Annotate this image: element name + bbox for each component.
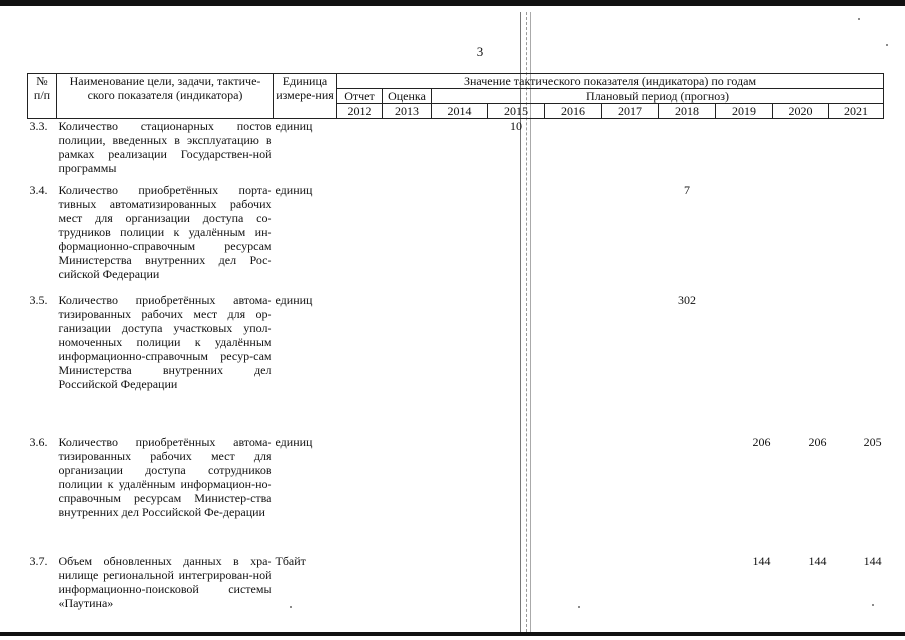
row-value: 10	[510, 119, 522, 133]
row-value	[337, 554, 383, 614]
row-value	[773, 119, 829, 183]
row-value: 144	[863, 553, 882, 568]
row-value	[488, 554, 545, 614]
row-value	[545, 435, 602, 554]
row-name: Количество приобретённых автома-тизированных рабочих мест для организации доступа сотрудников полиции к удалённым информацион-но-справочным ресурсам Министер-ства внутренних дел Российской Фе-дерации	[58, 434, 272, 519]
row-value	[545, 293, 602, 435]
header-year: 2016	[545, 104, 602, 119]
row-value	[488, 183, 545, 293]
table-row	[28, 119, 884, 183]
row-value	[545, 554, 602, 614]
header-year: 2017	[602, 104, 659, 119]
scan-top-edge	[0, 0, 905, 6]
row-value	[337, 293, 383, 435]
row-name: Количество приобретённых автома-тизированных рабочих мест для ор-ганизации доступа участковых упол-номоченных полиции к удалённым информационно-справочным ресур-сам Министерства внутренних дел Российской Федерации	[58, 292, 272, 391]
row-num: 3.5.	[29, 292, 48, 307]
header-name: Наименование цели, задачи, тактиче-ского показателя (индикатора)	[57, 74, 274, 119]
header-report: Отчет	[337, 89, 383, 104]
row-value	[337, 119, 383, 183]
header-year: 2015	[488, 104, 545, 119]
row-value	[773, 293, 829, 435]
header-year: 2018	[659, 104, 716, 119]
row-value	[337, 183, 383, 293]
row-value	[659, 435, 716, 554]
row-value	[659, 119, 716, 183]
row-num: 3.4.	[29, 182, 48, 197]
header-values-group: Значение тактического показателя (индикатора) по годам	[337, 74, 884, 89]
row-value: 302	[678, 292, 696, 307]
row-num: 3.3.	[29, 119, 48, 133]
row-value: 7	[684, 182, 690, 197]
row-value: 206	[808, 434, 827, 449]
row-name: Количество стационарных постов полиции, введенных в эксплуатацию в рамках реализации Государствен-ной программы	[58, 119, 272, 175]
row-value	[602, 435, 659, 554]
row-num: 3.6.	[29, 434, 48, 449]
page-number: 3	[476, 44, 484, 59]
row-value	[659, 554, 716, 614]
header-num: № п/п	[28, 74, 57, 119]
header-unit: Единица измере-ния	[274, 74, 337, 119]
table-row	[28, 293, 884, 435]
scan-speck	[886, 44, 888, 46]
row-unit: единиц	[275, 182, 313, 197]
row-value	[488, 293, 545, 435]
row-value	[383, 293, 432, 435]
header-planned-period: Плановый период (прогноз)	[432, 89, 884, 104]
table-row	[28, 435, 884, 554]
row-value	[829, 183, 884, 293]
header-row	[28, 74, 884, 89]
header-year: 2014	[432, 104, 488, 119]
header-year: 2021	[829, 104, 884, 119]
scan-bottom-edge	[0, 632, 905, 636]
row-value	[716, 119, 773, 183]
row-value	[602, 554, 659, 614]
row-value	[432, 119, 488, 183]
table-row	[28, 183, 884, 293]
row-value	[545, 183, 602, 293]
row-value	[602, 183, 659, 293]
indicators-table	[27, 73, 884, 614]
row-value	[383, 119, 432, 183]
row-value	[383, 183, 432, 293]
row-value	[383, 435, 432, 554]
row-unit: единиц	[275, 434, 313, 449]
row-value	[432, 183, 488, 293]
row-value: 144	[808, 553, 827, 568]
row-value	[432, 554, 488, 614]
header-year: 2013	[383, 104, 432, 119]
row-value	[337, 435, 383, 554]
row-value: 205	[863, 434, 882, 449]
row-num: 3.7.	[29, 553, 48, 568]
header-estimate: Оценка	[383, 89, 432, 104]
row-value	[432, 435, 488, 554]
row-value: 206	[752, 434, 771, 449]
row-unit: единиц	[275, 119, 313, 133]
row-name: Объем обновленных данных в хра-нилище региональной интегрирован-ной информационно-поисковой системы «Паутина»	[58, 553, 272, 610]
scan-speck	[858, 18, 860, 20]
row-value	[383, 554, 432, 614]
row-name: Количество приобретённых порта-тивных автоматизированных рабочих мест для организации доступа со-трудников полиции к удалённым ин-формационно-справочным ресурсам Министерства внутренних дел Рос-сийской Федерации	[58, 182, 272, 281]
row-unit: Тбайт	[275, 553, 306, 568]
header-year: 2012	[337, 104, 383, 119]
row-value	[545, 119, 602, 183]
row-unit: единиц	[275, 292, 313, 307]
row-value	[829, 119, 884, 183]
row-value	[716, 293, 773, 435]
header-year: 2020	[773, 104, 829, 119]
header-year: 2019	[716, 104, 773, 119]
row-value	[829, 293, 884, 435]
row-value	[488, 435, 545, 554]
row-value	[773, 183, 829, 293]
row-value: 144	[752, 553, 771, 568]
row-value	[602, 293, 659, 435]
table-row	[28, 554, 884, 614]
row-value	[432, 293, 488, 435]
row-value	[716, 183, 773, 293]
row-value	[602, 119, 659, 183]
